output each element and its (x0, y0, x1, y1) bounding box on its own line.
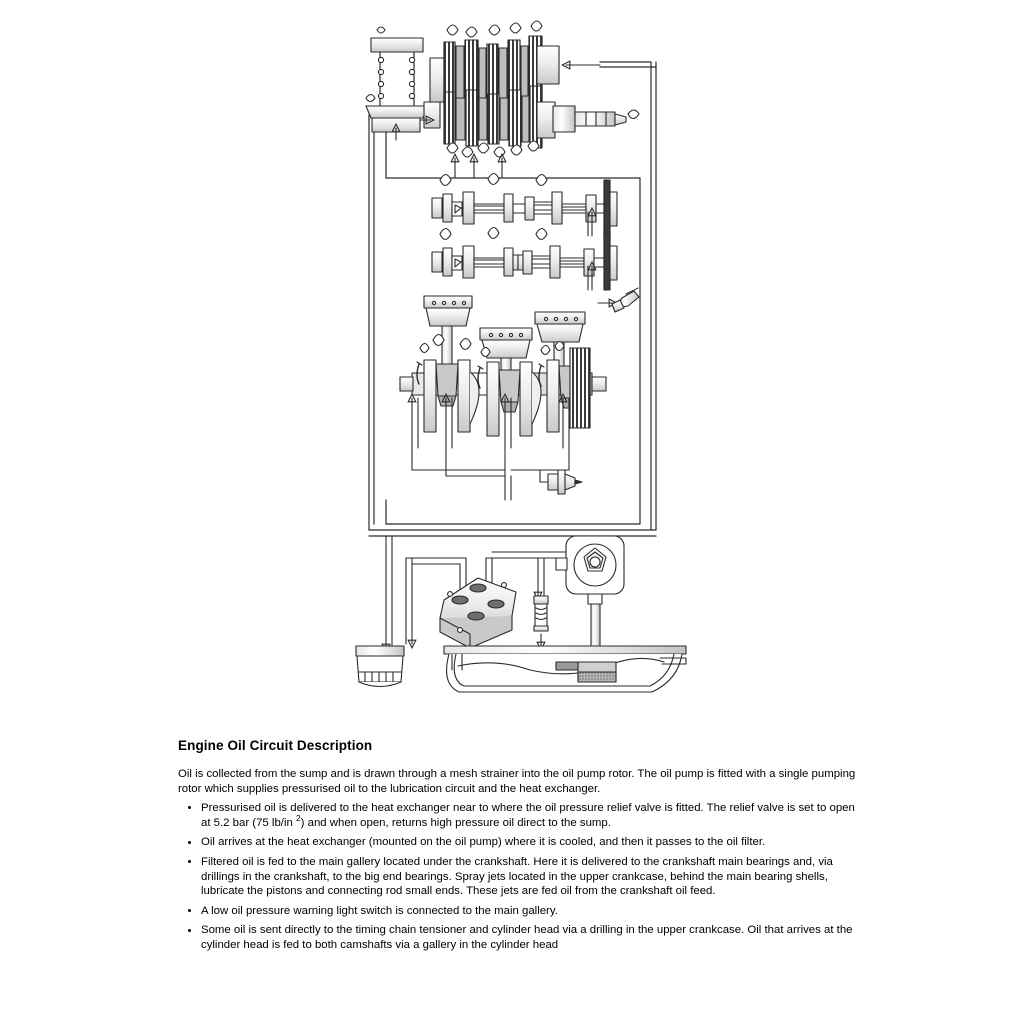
bullet-text: A low oil pressure warning light switch is connected to the main gallery. (201, 904, 558, 917)
output-shaft (575, 112, 626, 126)
description-section (178, 738, 856, 953)
bullet-text: Pressurised oil is delivered to the heat exchanger near to where the oil pressure relief valve is fitted. The relief valve is set to open at 5.2 bar (75 lb/in (201, 802, 855, 829)
exhaust-camshaft (432, 212, 617, 290)
selector-drum (366, 27, 428, 132)
bullet-text: Filtered oil is fed to the main gallery located under the crankshaft. Here it is delivered to the crankshaft main bearings and, via drillings in the crankshaft, to the big end bearings. Spray jets located in the upper crankcase, behind the main bearing shells, lubricate the pistons and connecting rod small ends. These jets are fed oil from the crankshaft oil feed. (201, 855, 833, 898)
gearbox-assembly (366, 21, 639, 178)
bullet-text-tail: ) and when open, returns high pressure oil direct to the sump. (300, 816, 611, 829)
bullet-list (178, 801, 856, 952)
bullet-marker-icon (188, 909, 191, 912)
bullet-item (178, 923, 856, 952)
intro-paragraph: Oil is collected from the sump and is drawn through a mesh strainer into the oil pump rotor. The oil pump is fitted with a single pumping rotor which supplies pressurised oil to the lubrication circuit and the heat exchanger. (178, 768, 856, 795)
oil-filter (356, 646, 404, 687)
oil-droplet-group-gearbox-top (447, 21, 542, 37)
bullet-text: Some oil is sent directly to the timing chain tensioner and cylinder head via a drilling in the upper crankcase. Oil that arrives at the cylinder head is fed to both camshafts via a gallery in the cylinder head (201, 924, 853, 951)
page-title: Engine Oil Circuit Description (178, 738, 373, 753)
bullet-marker-icon (188, 860, 191, 863)
flywheel-gear (570, 348, 590, 428)
bullet-item (178, 904, 856, 919)
bullet-item (178, 801, 856, 830)
bullet-item (178, 855, 856, 899)
input-shaft (430, 58, 444, 102)
bullet-marker-icon (188, 841, 191, 844)
bullet-superscript: 2 (295, 812, 301, 823)
camshaft-sprocket (604, 180, 617, 238)
camshaft-sprocket (604, 232, 617, 290)
oil-pressure-switch (598, 288, 639, 312)
pressure-relief-valve (534, 596, 548, 646)
bullet-marker-icon (188, 806, 191, 809)
timing-chain-tensioner (540, 470, 582, 494)
oil-pump-rotor (556, 536, 624, 604)
heat-exchanger (440, 578, 516, 648)
bullet-text: Oil arrives at the heat exchanger (mounted on the oil pump) where it is cooled, and then it passes to the oil filter. (201, 836, 766, 849)
bullet-item (178, 835, 856, 850)
bullet-marker-icon (188, 929, 191, 932)
intake-camshaft (432, 174, 617, 239)
